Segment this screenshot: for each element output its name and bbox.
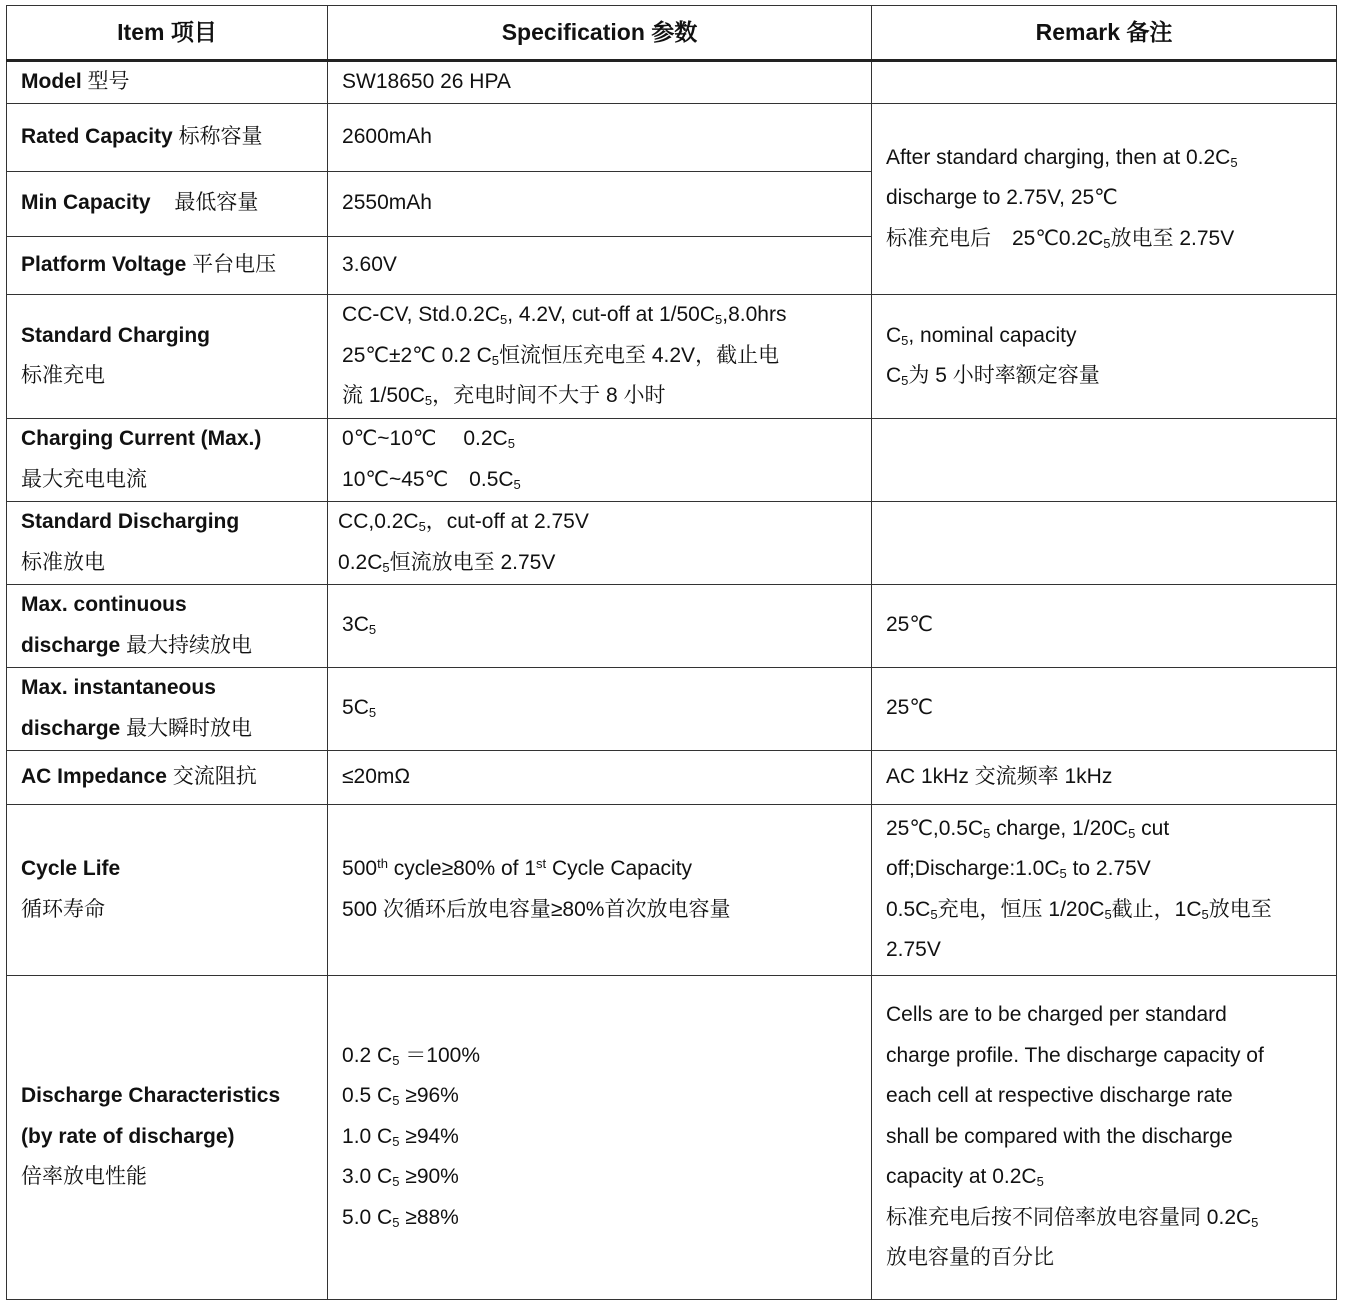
rate-line: 0.5 $C_5 \ge 96\%$ <box>342 1084 459 1109</box>
item-cell <box>7 103 328 171</box>
row-charging-current <box>7 418 1337 501</box>
item-label-en: Max. instantaneous <box>21 676 216 699</box>
item-cell <box>7 750 328 804</box>
row-ac-impedance <box>7 750 1337 804</box>
row-max-instantaneous <box>7 667 1337 750</box>
item-cell <box>7 294 328 418</box>
remark-line: $off;Discharge:1.0C_5$ to 2.75V <box>885 857 1151 881</box>
spec-cell: $5C_5$ <box>328 667 872 750</box>
remark-line: 放电容量的百分比 <box>885 1246 1054 1270</box>
remark-cell <box>871 975 1336 1299</box>
row-model <box>7 61 1337 104</box>
remark-cell <box>871 418 1336 501</box>
item-label-en: discharge <box>21 716 121 740</box>
spec-line: $CC,0.2C_5$，cut-off at 2.75V <box>338 510 589 534</box>
remark-line: Cells are to be charged per standard <box>885 1003 1227 1027</box>
spec-cell: SW18650 26 HPA <box>328 61 872 104</box>
remark-line: $C_5$, nominal capacity <box>885 323 1077 348</box>
item-label-cn: 平台电压 <box>192 252 277 276</box>
spec-line: 500 次循环后放电容量≥80%首次放电容量 <box>342 897 731 921</box>
item-label-en: Cycle Life <box>21 857 121 880</box>
item-label-en: discharge <box>21 633 121 657</box>
header-row <box>7 6 1337 61</box>
rate-line: 0.2 $C_5 =100\%$ <box>342 1043 481 1068</box>
item-label-cn: 最大充电电流 <box>21 467 147 491</box>
remark-line: $C_5$为 5 小时率额定容量 <box>885 364 1100 388</box>
spec-cell <box>328 294 872 418</box>
spec-cell: 2550mAh <box>328 171 872 236</box>
spec-cell <box>328 501 872 584</box>
item-cell <box>7 975 328 1299</box>
rate-line: 3.0 $C_5 \ge 90\%$ <box>342 1165 459 1190</box>
remark-line: 2.75V <box>885 938 941 961</box>
spec-line: 流 $1/50C_5$，充电时间不大于 8 小时 <box>342 384 666 409</box>
item-label-cn: 最大持续放电 <box>126 633 253 657</box>
spec-line: CC-CV, $Std.0.2C_5$, 4.2V, cut-off at $1/50C_5,8.0hrs$ <box>342 303 787 328</box>
remark-cell <box>871 61 1336 104</box>
row-discharge-characteristics <box>7 975 1337 1299</box>
item-cell <box>7 667 328 750</box>
item-label-cn: 循环寿命 <box>21 897 105 921</box>
spec-cell <box>328 975 872 1299</box>
row-standard-discharging <box>7 501 1337 584</box>
remark-line: 标准充电后 $25℃0.2C_5$放电至 2.75V <box>885 226 1235 251</box>
remark-line: discharge to 2.75V, 25℃ <box>885 186 1118 210</box>
remark-cell: 25℃ <box>871 667 1336 750</box>
header-specification: Specification 参数 <box>328 6 872 61</box>
remark-line: After standard charging, then at $0.2C_5$ <box>885 145 1238 170</box>
item-cell <box>7 418 328 501</box>
spec-cell <box>328 804 872 975</box>
item-label-en: Model <box>21 70 82 93</box>
item-label-cn: 标准充电 <box>21 364 105 387</box>
remark-line: $0.5C_5$充电，恒压 $1/20C_5$截止，$1C_5$放电至 <box>885 897 1272 922</box>
remark-line: $25℃,0.5C_5$ charge, $1/20C_5$ cut <box>885 816 1170 841</box>
spec-cell: $3C_5$ <box>328 584 872 667</box>
remark-cell-capacity <box>871 103 1336 294</box>
rate-line: 1.0 $C_5 \ge 94\%$ <box>342 1124 459 1149</box>
remark-line: capacity at $0.2C_5$ <box>885 1165 1044 1190</box>
spec-cell: ≤20mΩ <box>328 750 872 804</box>
item-cell <box>7 501 328 584</box>
item-label-en: Charging Current (Max.) <box>21 427 262 450</box>
rate-line: 5.0 $C_5 \ge 88\%$ <box>342 1205 459 1230</box>
row-max-continuous <box>7 584 1337 667</box>
item-label-en: Standard Discharging <box>21 510 240 533</box>
remark-cell: 25℃ <box>871 584 1336 667</box>
item-cell <box>7 61 328 104</box>
item-label-cn: 最大瞬时放电 <box>126 716 253 740</box>
row-cycle-life <box>7 804 1337 975</box>
remark-line: charge profile. The discharge capacity of <box>885 1043 1264 1067</box>
item-label-en: AC Impedance <box>21 764 167 788</box>
spec-line: 25℃±2℃ 0.2 $C_5$恒流恒压充电至 4.2V，截止电 <box>342 343 780 368</box>
item-cell <box>7 171 328 236</box>
remark-line: 标准充电后按不同倍率放电容量同 $0.2C_5$ <box>885 1205 1259 1230</box>
remark-cell <box>871 294 1336 418</box>
item-label-en: Max. continuous <box>21 593 187 616</box>
remark-cell <box>871 804 1336 975</box>
item-label-cn: 标准放电 <box>21 550 105 574</box>
remark-line: shall be compared with the discharge <box>885 1124 1233 1148</box>
item-label-en: Rated Capacity <box>21 124 173 148</box>
spec-line: 0℃~10℃ $0.2C_5$ <box>342 427 515 451</box>
item-label-en: Discharge Characteristics <box>21 1084 281 1108</box>
item-cell <box>7 584 328 667</box>
item-label-cn: 标称容量 <box>178 124 263 148</box>
remark-cell <box>871 501 1336 584</box>
item-label-en: (by rate of discharge) <box>21 1124 235 1148</box>
item-label-en: Min Capacity <box>21 191 151 215</box>
item-label-cn: 型号 <box>87 70 130 93</box>
item-cell <box>7 804 328 975</box>
item-cell <box>7 236 328 294</box>
header-remark: Remark 备注 <box>871 6 1336 61</box>
spec-line: 10℃~45℃ $0.5C_5$ <box>342 467 521 492</box>
header-item: Item 项目 <box>7 6 328 61</box>
item-label-cn: 倍率放电性能 <box>21 1165 147 1189</box>
item-label-en: Platform Voltage <box>21 252 187 276</box>
specification-table <box>6 5 1337 1300</box>
item-label-en: Standard Charging <box>21 323 211 347</box>
item-label-cn: 最低容量 <box>174 191 259 215</box>
row-standard-charging <box>7 294 1337 418</box>
remark-cell: AC 1kHz 交流频率 1kHz <box>871 750 1336 804</box>
spec-cell: 2600mAh <box>328 103 872 171</box>
spec-line: $0.2C_5$恒流放电至 2.75V <box>338 550 556 575</box>
remark-line: each cell at respective discharge rate <box>885 1084 1233 1108</box>
row-rated-capacity <box>7 103 1337 171</box>
item-label-cn: 交流阻抗 <box>172 764 257 788</box>
spec-cell: 3.60V <box>328 236 872 294</box>
spec-line: 500th cycle≥80% of 1st Cycle Capacity <box>342 856 693 880</box>
spec-cell <box>328 418 872 501</box>
